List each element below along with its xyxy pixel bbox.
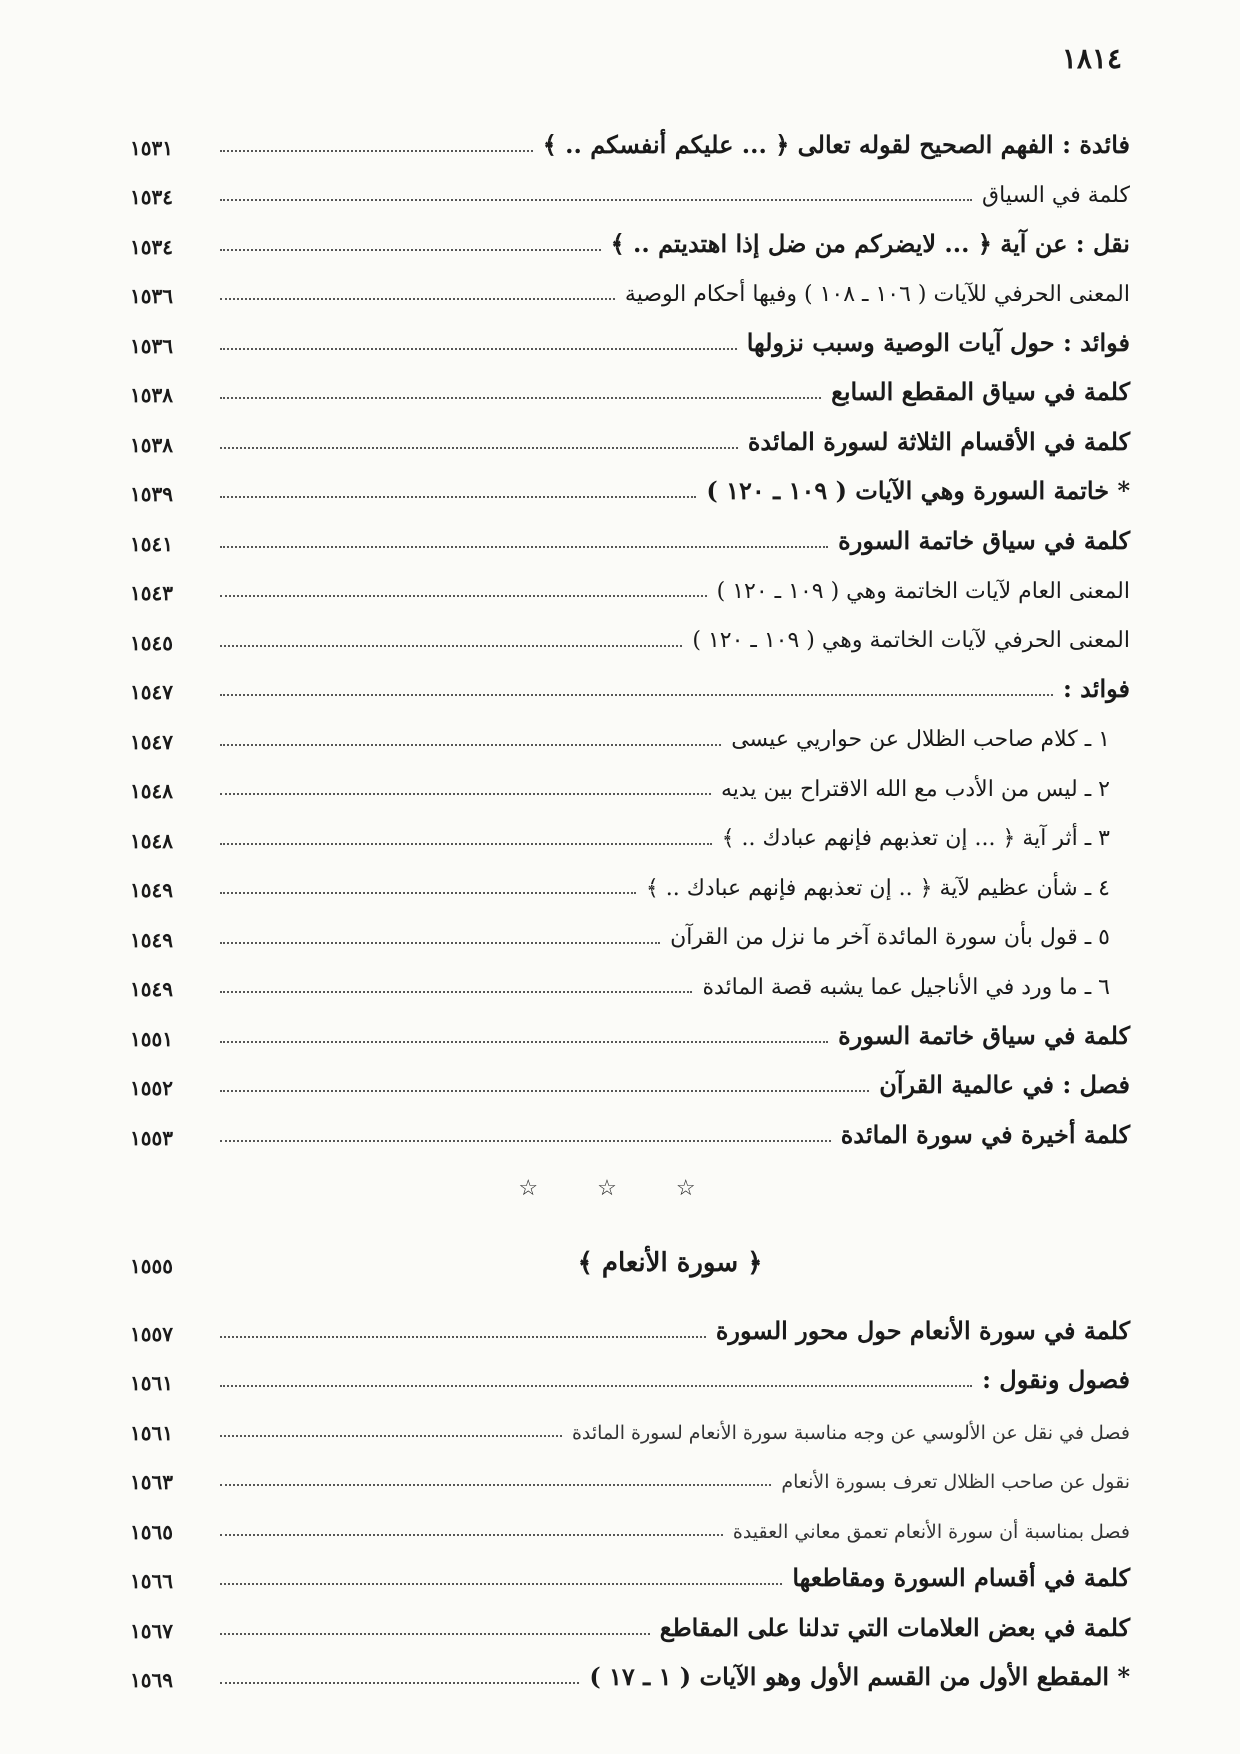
- dot-leader: [220, 1633, 650, 1635]
- toc-entry: [130, 605, 1130, 655]
- toc-entry-title: * المقطع الأول من القسم الأول وهو الآيات ( ١ ـ ١٧ ): [589, 1662, 1130, 1692]
- toc-entry-page: ١٥٦٥: [130, 1519, 173, 1544]
- toc-entry: [130, 358, 1130, 408]
- dot-leader: [220, 348, 737, 350]
- dot-leader: [220, 546, 828, 548]
- dot-leader: [220, 1140, 831, 1142]
- toc-entry-page: ١٥٤٥: [130, 630, 173, 655]
- toc-entry-page: ١٥٤٩: [130, 878, 173, 902]
- toc-entry: [130, 556, 1130, 606]
- toc-entry: [130, 1001, 1130, 1051]
- toc-entry-page: ١٥٦٦: [130, 1569, 173, 1593]
- dot-leader: [220, 150, 533, 152]
- toc-entry: [130, 853, 1130, 903]
- toc-entry-title: ٢ ـ ليس من الأدب مع الله الاقتراح بين يديه: [720, 776, 1110, 802]
- toc-entry: [130, 1296, 1130, 1346]
- surah-heading: [130, 1248, 1130, 1278]
- toc-entry-page: ١٥٦١: [130, 1420, 173, 1445]
- dot-leader: [220, 1484, 771, 1486]
- section-separator: ☆ ☆ ☆: [518, 1176, 722, 1201]
- toc-entry: [130, 1544, 1130, 1594]
- toc-entry-page: ١٥٣٨: [130, 432, 173, 457]
- toc-entry-page: ١٥٤٧: [130, 680, 173, 704]
- dot-leader: [220, 397, 821, 399]
- dot-leader: [220, 1583, 782, 1585]
- toc-entry-page: ١٥٦١: [130, 1371, 173, 1395]
- toc-entry-page: ١٥٣٦: [130, 333, 173, 358]
- dot-leader: [220, 793, 711, 795]
- toc-entry-title: ٣ ـ أثر آية ﴿ ... إن تعذبهم فإنهم عبادك .. ﴾: [721, 826, 1110, 852]
- toc-entry-title: كلمة في السياق: [982, 182, 1130, 208]
- toc-entry: [130, 704, 1130, 754]
- table-of-contents-section-2: [130, 1296, 1130, 1692]
- toc-entry: [130, 1445, 1130, 1495]
- toc-entry: [130, 655, 1130, 705]
- toc-entry-title: المعنى الحرفي للآيات ( ١٠٦ ـ ١٠٨ ) وفيها أحكام الوصية: [624, 281, 1130, 307]
- toc-entry-title: فصول ونقول :: [982, 1365, 1130, 1395]
- toc-entry-title: كلمة أخيرة في سورة المائدة: [840, 1119, 1130, 1149]
- toc-entry-page: ١٥٥٣: [130, 1125, 173, 1150]
- toc-entry-title: المعنى العام لآيات الخاتمة وهي ( ١٠٩ ـ ١٢٠ ): [716, 578, 1130, 604]
- dot-leader: [220, 595, 707, 597]
- toc-entry-title: نقول عن صاحب الظلال تعرف بسورة الأنعام: [781, 1471, 1130, 1494]
- toc-entry: [130, 308, 1130, 358]
- toc-entry-title: * خاتمة السورة وهي الآيات ( ١٠٩ ـ ١٢٠ ): [706, 476, 1130, 506]
- dot-leader: [220, 1336, 706, 1338]
- toc-entry-title: ٥ ـ قول بأن سورة المائدة آخر ما نزل من القرآن: [670, 925, 1110, 951]
- dot-leader: [220, 199, 972, 201]
- dot-leader: [220, 991, 692, 993]
- dot-leader: [220, 298, 615, 300]
- toc-entry: [130, 1494, 1130, 1544]
- toc-entry-page: ١٥٥٢: [130, 1076, 173, 1100]
- dot-leader: [220, 1385, 972, 1387]
- toc-entry-page: ١٥٣١: [130, 135, 173, 160]
- toc-entry-page: ١٥٥١: [130, 1026, 173, 1051]
- toc-entry-title: كلمة في سياق خاتمة السورة: [838, 525, 1130, 555]
- toc-entry-page: ١٥٣٨: [130, 383, 173, 407]
- toc-entry-page: ١٥٣٤: [130, 234, 173, 259]
- toc-entry-title: فصل في نقل عن الألوسي عن وجه مناسبة سورة الأنعام لسورة المائدة: [571, 1421, 1130, 1444]
- toc-entry-page: ١٥٣٩: [130, 482, 173, 506]
- toc-entry: [130, 506, 1130, 556]
- toc-entry: [130, 1100, 1130, 1150]
- toc-entry-title: كلمة في بعض العلامات التي تدلنا على المقاطع: [659, 1612, 1130, 1642]
- toc-entry-page: ١٥٦٧: [130, 1618, 173, 1643]
- dot-leader: [220, 1435, 562, 1437]
- toc-entry: [130, 407, 1130, 457]
- toc-entry-page: ١٥٦٣: [130, 1470, 173, 1494]
- dot-leader: [220, 249, 601, 251]
- dot-leader: [220, 447, 738, 449]
- toc-entry-page: ١٥٤٧: [130, 729, 173, 754]
- toc-entry-page: ١٥٤٩: [130, 927, 173, 952]
- dot-leader: [220, 1041, 828, 1043]
- dot-leader: [220, 744, 721, 746]
- toc-entry: [130, 902, 1130, 952]
- toc-entry: [130, 209, 1130, 259]
- dot-leader: [220, 496, 696, 498]
- toc-entry-page: ١٥٣٤: [130, 185, 173, 209]
- toc-entry-title: كلمة في سورة الأنعام حول محور السورة: [715, 1315, 1130, 1345]
- toc-entry-title: فصل : في عالمية القرآن: [879, 1070, 1130, 1100]
- toc-entry: [130, 952, 1130, 1002]
- toc-entry-page: ١٥٤١: [130, 531, 173, 556]
- toc-entry-title: المعنى الحرفي لآيات الخاتمة وهي ( ١٠٩ ـ ١٢٠ ): [692, 628, 1130, 654]
- toc-entry-title: كلمة في أقسام السورة ومقاطعها: [792, 1563, 1130, 1593]
- toc-entry-page: ١٥٤٨: [130, 828, 173, 853]
- dot-leader: [220, 843, 712, 845]
- dot-leader: [220, 694, 1053, 696]
- toc-entry-page: ١٥٦٩: [130, 1668, 173, 1692]
- toc-entry: [130, 1593, 1130, 1643]
- surah-title: ﴿ سورة الأنعام ﴾: [577, 1248, 763, 1278]
- toc-entry: [130, 110, 1130, 160]
- toc-entry-title: نقل : عن آية ﴿ ... لايضركم من ضل إذا اهتديتم .. ﴾: [610, 228, 1130, 258]
- toc-entry-page: ١٥٥٧: [130, 1321, 173, 1346]
- page-number: ١٨١٤: [1061, 42, 1122, 75]
- dot-leader: [220, 942, 660, 944]
- toc-entry-title: فوائد : حول آيات الوصية وسبب نزولها: [746, 327, 1130, 357]
- toc-entry: [130, 1346, 1130, 1396]
- dot-leader: [220, 645, 682, 647]
- toc-entry: [130, 1051, 1130, 1101]
- toc-entry-title: فصل بمناسبة أن سورة الأنعام تعمق معاني العقيدة: [732, 1520, 1130, 1543]
- dot-leader: [220, 1682, 579, 1684]
- dot-leader: [220, 1090, 869, 1092]
- toc-entry: [130, 1643, 1130, 1693]
- toc-entry-title: ٦ ـ ما ورد في الأناجيل عما يشبه قصة المائدة: [702, 974, 1110, 1000]
- toc-entry-page: ١٥٤٩: [130, 977, 173, 1001]
- toc-entry-title: ١ ـ كلام صاحب الظلال عن حواريي عيسى: [731, 727, 1110, 753]
- toc-entry-title: كلمة في الأقسام الثلاثة لسورة المائدة: [747, 426, 1130, 456]
- table-of-contents-section-1: [130, 110, 1130, 1150]
- dot-leader: [220, 1534, 723, 1536]
- toc-entry: [130, 457, 1130, 507]
- toc-entry-page: ١٥٣٦: [130, 284, 173, 308]
- toc-entry: [130, 160, 1130, 210]
- toc-entry: [130, 754, 1130, 804]
- toc-entry: [130, 1395, 1130, 1445]
- toc-entry: [130, 803, 1130, 853]
- toc-entry-title: فوائد :: [1062, 674, 1130, 704]
- toc-entry-title: كلمة في سياق المقطع السابع: [831, 377, 1130, 407]
- toc-entry-title: فائدة : الفهم الصحيح لقوله تعالى ﴿ ... عليكم أنفسكم .. ﴾: [542, 129, 1130, 159]
- toc-entry-title: ٤ ـ شأن عظيم لآية ﴿ .. إن تعذبهم فإنهم عبادك .. ﴾: [645, 875, 1110, 901]
- surah-page-number: ١٥٥٥: [130, 1254, 173, 1278]
- toc-entry-page: ١٥٤٨: [130, 779, 173, 803]
- toc-entry-page: ١٥٤٣: [130, 581, 173, 605]
- toc-entry-title: كلمة في سياق خاتمة السورة: [838, 1020, 1130, 1050]
- toc-entry: [130, 259, 1130, 309]
- dot-leader: [220, 892, 636, 894]
